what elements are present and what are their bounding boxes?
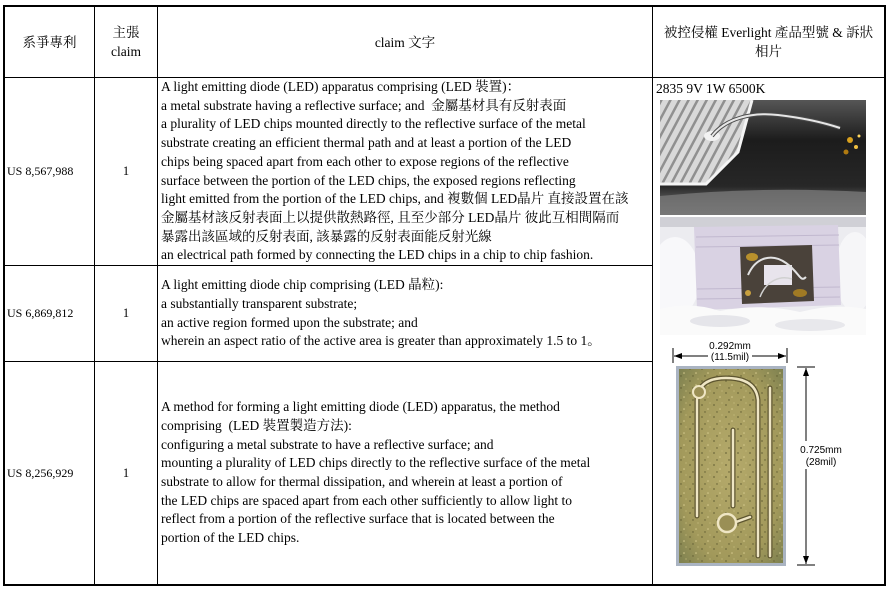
claim-text-line: reflect from a portion of the reflective surface that is located between the: [161, 511, 555, 527]
chip-bond-pad-bottom: [718, 514, 736, 532]
gold-speck: [858, 135, 861, 138]
led-package-photo: [653, 217, 875, 335]
header-claim-label-bottom: claim: [111, 44, 141, 59]
header-patent: [5, 7, 94, 77]
product-model-label: 2835 9V 1W 6500K: [656, 81, 766, 96]
substrate-surface: [660, 190, 866, 215]
claim-text-line: substrate to allow for thermal dissipation, and wherein at least a portion of: [161, 474, 563, 489]
evidence-cell: [653, 78, 884, 584]
gold-speck: [844, 150, 849, 155]
led-die: [764, 265, 792, 285]
claim-text-cell: [158, 362, 652, 584]
header-claim-label-top: 主張: [112, 25, 140, 40]
claim-text-line: the LED chips are spaced apart from each other sufficiently to allow light to: [161, 492, 572, 508]
led-chip-photo: [676, 366, 786, 566]
claim-text-cell: [158, 266, 652, 361]
claim-number-cell: [95, 78, 157, 265]
claim-text-line: a substantially transparent substrate;: [161, 295, 358, 311]
gold-patch: [745, 290, 751, 296]
phosphor-fluff: [835, 232, 875, 312]
patent-number: US 8,256,929: [7, 465, 74, 480]
gold-patch: [793, 289, 807, 297]
claim-text-line: a plurality of LED chips mounted directly to the reflective surface of the metal: [161, 116, 586, 132]
arrowhead-up-icon: [803, 368, 809, 376]
header-claim-text: [158, 7, 652, 77]
claim-text-line: A light emitting diode (LED) apparatus comprising (LED 裝置)：: [161, 78, 521, 94]
claim-text-line: chips being spaced apart from each other to expose regions of the reflective: [161, 153, 569, 169]
gold-speck: [847, 137, 853, 143]
patent-cell: [5, 266, 94, 361]
claim-text-line: comprising (LED 裝置製造方法):: [161, 417, 352, 433]
chip-height-dimension: [797, 367, 842, 565]
gold-patch: [746, 253, 758, 261]
chip-bond-pad-top: [693, 386, 705, 398]
claim-text-line: portion of the LED chips.: [161, 530, 300, 546]
claim-text-line: substrate creating an efficient thermal path and at least a portion of the LED: [161, 135, 572, 151]
evidence-figures: [653, 78, 884, 584]
header-evidence: [653, 7, 884, 77]
arrowhead-left-icon: [674, 353, 682, 359]
chip-height-label: 0.725mm: [800, 445, 842, 456]
fluff-shadow: [775, 319, 845, 331]
header-evidence-label-top: 被控侵權 Everlight 產品型號 & 訴狀: [663, 25, 874, 40]
claim-number-cell: [95, 362, 157, 584]
claims-table: [3, 5, 886, 586]
arrowhead-down-icon: [803, 556, 809, 564]
claim-text-line: 暴露出該區域的反射表面, 該暴露的反射表面能反射光線: [161, 228, 492, 244]
claim-text-line: mounting a plurality of LED chips directly to the reflective surface of the metal: [161, 455, 591, 471]
patent-number: US 8,567,988: [7, 164, 74, 178]
patent-cell: [5, 78, 94, 265]
claim-text-line: configuring a metal substrate to have a reflective surface; and: [161, 436, 494, 452]
claim-text-line: A light emitting diode chip comprising (LED 晶粒):: [161, 277, 444, 293]
claim-text-line: wherein an aspect ratio of the active area is greater than approximately 1.5 to 1。: [161, 333, 601, 349]
claim-text-line: a metal substrate having a reflective surface; and 金屬基材具有反射表面: [161, 97, 567, 113]
header-evidence-label-bottom: 相片: [755, 44, 782, 59]
claim-text-line: light emitted from the portion of the LED chips, and 複數個 LED晶片 直接設置在該: [161, 191, 629, 207]
claim-text-line: 金屬基材該反射表面上以提供散熱路徑, 且至少部分 LED晶片 彼此互相間隔而: [161, 209, 620, 225]
chip-width-dimension: [673, 341, 787, 363]
claim-text-line: an electrical path formed by connecting the LED chips in a chip to chip fashion.: [161, 247, 594, 263]
gold-speck: [854, 145, 858, 149]
patent-number: US 6,869,812: [7, 306, 74, 320]
header-patent-label: 系爭專利: [22, 34, 77, 50]
claim-text-line: surface between the portion of the LED chips, the exposed regions reflecting: [161, 172, 576, 188]
claim-number: 1: [122, 306, 130, 320]
header-claim-text-label: claim 文字: [374, 34, 436, 50]
chip-width-mil-label: (11.5mil): [710, 352, 750, 363]
header-claim: [95, 7, 157, 77]
claim-number-cell: [95, 266, 157, 361]
claim-text-line: A method for forming a light emitting diode (LED) apparatus, the method: [161, 399, 560, 415]
chip-width-label: 0.292mm: [709, 341, 751, 352]
led-closeup-photo: [660, 100, 866, 215]
fluff-shadow: [690, 315, 750, 327]
chip-height-mil-label: (28mil): [805, 457, 837, 468]
claim-number: 1: [122, 465, 130, 480]
arrowhead-right-icon: [778, 353, 786, 359]
patent-cell: [5, 362, 94, 584]
claim-text-line: an active region formed upon the substrate; and: [161, 314, 418, 330]
claim-number: 1: [122, 164, 130, 178]
claim-text-cell: [158, 78, 652, 265]
